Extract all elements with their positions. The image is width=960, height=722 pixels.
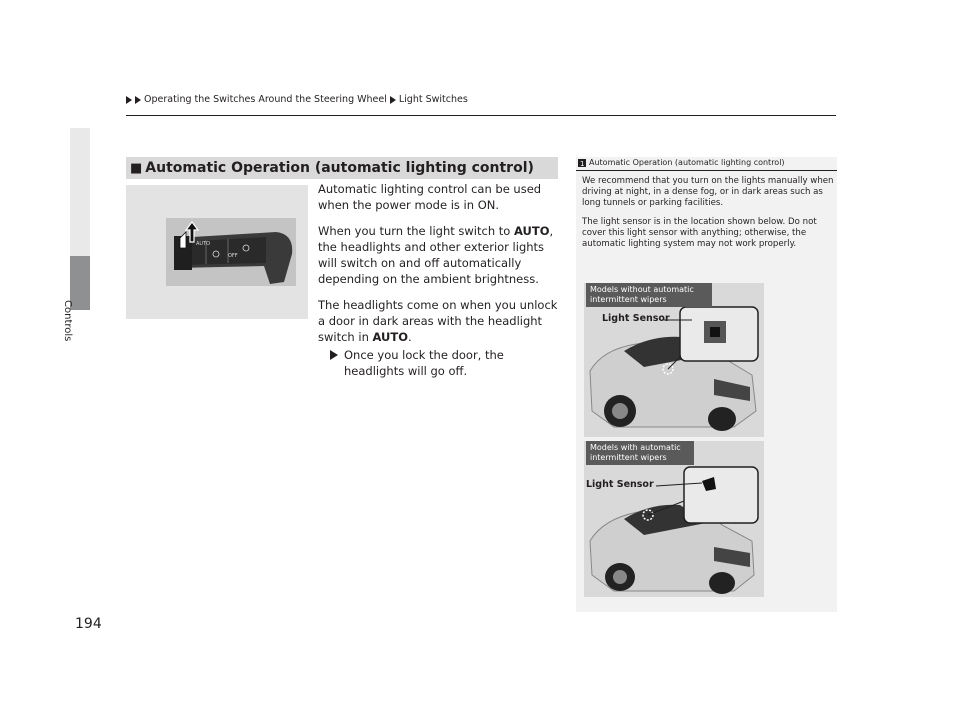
breadcrumb-arrow-icon bbox=[135, 96, 141, 104]
breadcrumb bbox=[126, 94, 468, 105]
switch-mark-off: OFF bbox=[228, 253, 238, 259]
body-paragraph-2: When you turn the light switch to AUTO, the headlights and other exterior lights will switch on and off automatically depending on the ambient brightness. bbox=[318, 224, 554, 286]
sidebar-tab[interactable] bbox=[70, 256, 90, 310]
section-header bbox=[126, 157, 558, 179]
note-text bbox=[582, 176, 834, 258]
body-paragraph-3: The headlights come on when you unlock a door in dark areas with the headlight switch in AUTO. bbox=[318, 298, 558, 344]
note-paragraph-2: The light sensor is in the location shown below. Do not cover this light sensor with anything; otherwise, the automatic lighting system may not work properly. bbox=[582, 217, 817, 249]
body-paragraph-1: Automatic lighting control can be used when the power mode is in ON. bbox=[318, 182, 542, 212]
subnote-arrow-icon bbox=[330, 350, 338, 360]
body-text bbox=[318, 181, 562, 379]
light-switch-illustration bbox=[166, 218, 296, 286]
light-switch-photo bbox=[166, 218, 296, 286]
breadcrumb-part2[interactable]: Light Switches bbox=[398, 94, 468, 105]
figure-1-tag: Models without automatic intermittent wipers bbox=[586, 283, 712, 307]
figure-2-label: Light Sensor bbox=[586, 479, 654, 490]
auto-keyword: AUTO bbox=[513, 224, 550, 238]
figure-2 bbox=[584, 441, 764, 597]
breadcrumb-arrow-icon bbox=[126, 96, 132, 104]
auto-keyword: AUTO bbox=[372, 330, 409, 344]
figure-2-tag: Models with automatic intermittent wipers bbox=[586, 441, 694, 465]
figure-1-label: Light Sensor bbox=[602, 313, 670, 324]
note-marker-icon bbox=[578, 159, 586, 167]
note-paragraph-1: We recommend that you turn on the lights manually when driving at night, in a dense fog, or in dark areas such as long tunnels or parking facilities. bbox=[582, 176, 834, 208]
figure-1 bbox=[584, 283, 764, 437]
page-number: 194 bbox=[75, 616, 102, 632]
section-title-text: Automatic Operation (automatic lighting control) bbox=[145, 160, 534, 176]
breadcrumb-part1[interactable]: Operating the Switches Around the Steering Wheel bbox=[144, 94, 387, 105]
header-divider bbox=[126, 115, 836, 116]
section-title bbox=[126, 160, 534, 176]
sidebar-track bbox=[70, 128, 90, 256]
breadcrumb-arrow-icon bbox=[390, 96, 396, 104]
sidebar-label: Controls bbox=[62, 300, 73, 342]
svg-text:1: 1 bbox=[580, 159, 585, 167]
note-header bbox=[578, 158, 836, 167]
note-title: Automatic Operation (automatic lighting control) bbox=[589, 158, 785, 167]
note-divider bbox=[576, 170, 837, 171]
section-marker: ■ bbox=[130, 161, 143, 176]
switch-mark-auto: AUTO bbox=[196, 241, 211, 247]
body-subnote: Once you lock the door, the headlights will go off. bbox=[330, 347, 562, 379]
